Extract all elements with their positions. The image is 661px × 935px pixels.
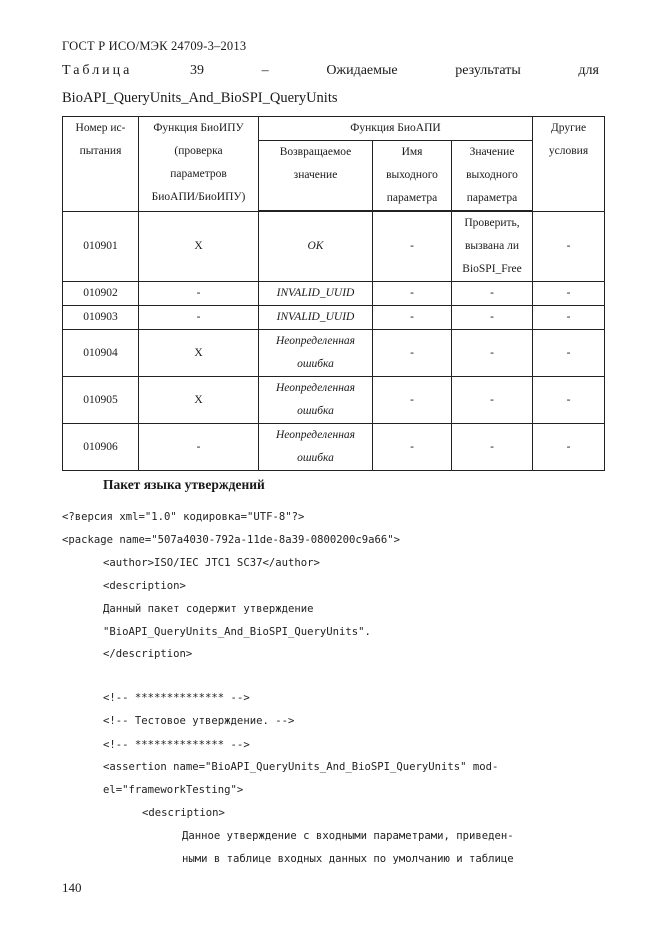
cell-param-value: - — [452, 424, 533, 471]
header-bioapi-function: Функция БиоАПИ — [259, 117, 533, 141]
caption-word-table: Таблица — [62, 63, 133, 78]
header-text: Функция БиоИПУ — [153, 122, 244, 134]
cell-other: - — [533, 282, 605, 306]
cell-text: BioSPI_Free — [462, 263, 522, 275]
caption-dash: – — [261, 63, 269, 78]
cell-return-value: INVALID_UUID — [259, 282, 373, 306]
cell-bioipu: - — [139, 282, 259, 306]
cell-other: - — [533, 306, 605, 330]
cell-test-number: 010901 — [63, 211, 139, 282]
code-line: <!-- Тестовое утверждение. --> — [103, 715, 295, 727]
document-header: ГОСТ Р ИСО/МЭК 24709-3–2013 — [62, 39, 247, 53]
cell-text: ошибка — [297, 452, 334, 464]
cell-param-name: - — [373, 330, 452, 377]
header-text: параметра — [386, 192, 438, 204]
cell-bioipu: X — [139, 211, 259, 282]
header-text: (проверка — [174, 145, 223, 157]
cell-return-value — [259, 424, 373, 471]
header-text: параметров — [170, 168, 227, 180]
header-output-param-value — [452, 141, 533, 212]
code-line: <description> — [103, 580, 186, 592]
header-text: параметра — [466, 192, 518, 204]
header-other-conditions — [533, 117, 605, 212]
table-caption-line1 — [62, 63, 599, 79]
cell-return-value: INVALID_UUID — [259, 306, 373, 330]
caption-word-3: для — [578, 63, 599, 78]
cell-bioipu: X — [139, 377, 259, 424]
header-output-param-name — [373, 141, 452, 212]
header-test-number — [63, 117, 139, 212]
cell-text: Неопределенная — [275, 429, 355, 441]
code-line: </description> — [103, 648, 193, 660]
code-line: Данный пакет содержит утверждение — [103, 603, 314, 615]
cell-bioipu: X — [139, 330, 259, 377]
cell-return-value — [259, 330, 373, 377]
code-line: <!-- ************** --> — [103, 739, 250, 751]
cell-param-value — [452, 211, 533, 282]
header-text: Значение — [469, 146, 515, 158]
header-text: условия — [548, 145, 589, 157]
table-row — [63, 330, 605, 377]
cell-param-name: - — [373, 424, 452, 471]
cell-text: ошибка — [297, 358, 334, 370]
code-line: <package name="507a4030-792a-11de-8a39-0800200c9a66"> — [62, 534, 401, 546]
header-text: значение — [293, 169, 338, 181]
code-line: <!-- ************** --> — [103, 692, 250, 704]
table-header-row-1 — [63, 117, 605, 141]
table-row — [63, 377, 605, 424]
cell-test-number: 010903 — [63, 306, 139, 330]
table-row — [63, 306, 605, 330]
code-line: <?версия xml="1.0" кодировка="UTF-8"?> — [62, 511, 305, 523]
table-row — [63, 424, 605, 471]
cell-other: - — [533, 377, 605, 424]
caption-word-2: результаты — [455, 63, 521, 78]
cell-test-number: 010902 — [63, 282, 139, 306]
cell-return-value — [259, 377, 373, 424]
cell-param-name: - — [373, 306, 452, 330]
header-text: выходного — [386, 169, 438, 181]
header-text: Возвращаемое — [279, 146, 352, 158]
code-line: <description> — [142, 807, 225, 819]
code-line: <author>ISO/IEC JTC1 SC37</author> — [103, 557, 320, 569]
cell-param-name: - — [373, 211, 452, 282]
cell-test-number: 010904 — [63, 330, 139, 377]
header-text: БиоАПИ/БиоИПУ) — [151, 191, 246, 203]
table-row — [63, 211, 605, 282]
cell-other: - — [533, 211, 605, 282]
cell-param-value: - — [452, 377, 533, 424]
cell-other: - — [533, 330, 605, 377]
code-line: ными в таблице входных данных по умолчанию и таблице — [182, 853, 514, 865]
cell-text: Неопределенная — [275, 382, 355, 394]
cell-text: Проверить, — [464, 217, 520, 229]
cell-test-number: 010906 — [63, 424, 139, 471]
code-line: Данное утверждение с входными параметрами, приведен- — [182, 830, 514, 842]
cell-test-number: 010905 — [63, 377, 139, 424]
cell-bioipu: - — [139, 306, 259, 330]
cell-param-value: - — [452, 306, 533, 330]
table-row — [63, 282, 605, 306]
code-line: <assertion name="BioAPI_QueryUnits_And_BioSPI_QueryUnits" mod- — [103, 761, 499, 773]
header-text: Номер ис- — [75, 122, 126, 134]
table-caption-line2: BioAPI_QueryUnits_And_BioSPI_QueryUnits — [62, 90, 338, 106]
header-text: Другие — [550, 122, 587, 134]
header-bioipu-function — [139, 117, 259, 212]
header-text: пытания — [79, 145, 122, 157]
cell-param-value: - — [452, 282, 533, 306]
cell-return-value: OK — [259, 211, 373, 282]
cell-text: ошибка — [297, 405, 334, 417]
cell-param-name: - — [373, 377, 452, 424]
header-return-value — [259, 141, 373, 212]
cell-text: вызвана ли — [464, 240, 520, 252]
cell-bioipu: - — [139, 424, 259, 471]
cell-param-value: - — [452, 330, 533, 377]
code-line: "BioAPI_QueryUnits_And_BioSPI_QueryUnits". — [103, 626, 371, 638]
code-line: el="frameworkTesting"> — [103, 784, 244, 796]
page-number: 140 — [62, 880, 82, 895]
header-text: выходного — [466, 169, 518, 181]
header-text: Имя — [401, 146, 423, 158]
section-title: Пакет языка утверждений — [103, 477, 265, 492]
results-table — [62, 116, 605, 471]
caption-word-1: Ожидаемые — [326, 63, 398, 78]
cell-text: Неопределенная — [275, 335, 355, 347]
cell-other: - — [533, 424, 605, 471]
caption-number: 39 — [190, 63, 205, 78]
cell-param-name: - — [373, 282, 452, 306]
